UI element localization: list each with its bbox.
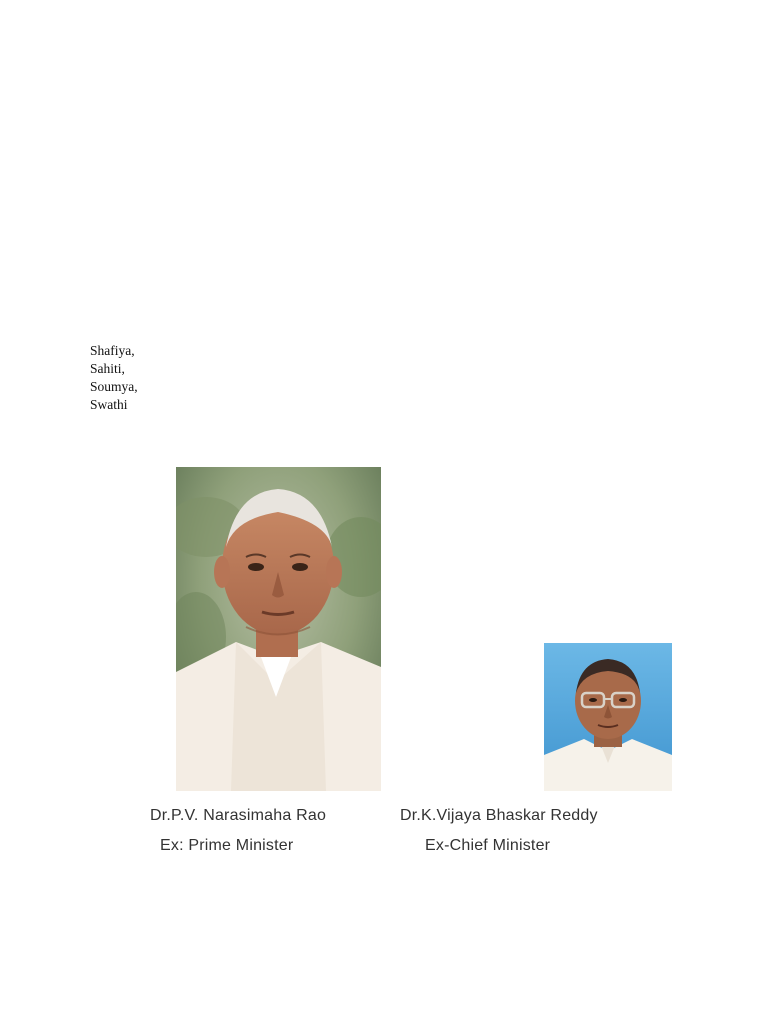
author-name: Swathi [90, 397, 128, 412]
author-name: Shafiya, [90, 343, 135, 358]
caption-title-vijaya-bhaskar-reddy: Ex-Chief Minister [425, 837, 551, 854]
author-name: Sahiti, [90, 361, 125, 376]
caption-name-narasimha-rao: Dr.P.V. Narasimaha Rao [150, 807, 327, 824]
caption-name-vijaya-bhaskar-reddy: Dr.K.Vijaya Bhaskar Reddy [400, 807, 598, 824]
portrait-photo-icon [176, 467, 381, 791]
caption-title-narasimha-rao: Ex: Prime Minister [160, 837, 294, 854]
portrait-photo-narasimha-rao [176, 467, 381, 791]
portrait-photo-icon [544, 643, 672, 791]
author-name: Soumya, [90, 379, 138, 394]
portrait-photo-vijaya-bhaskar-reddy [544, 643, 672, 791]
author-names [90, 342, 138, 414]
